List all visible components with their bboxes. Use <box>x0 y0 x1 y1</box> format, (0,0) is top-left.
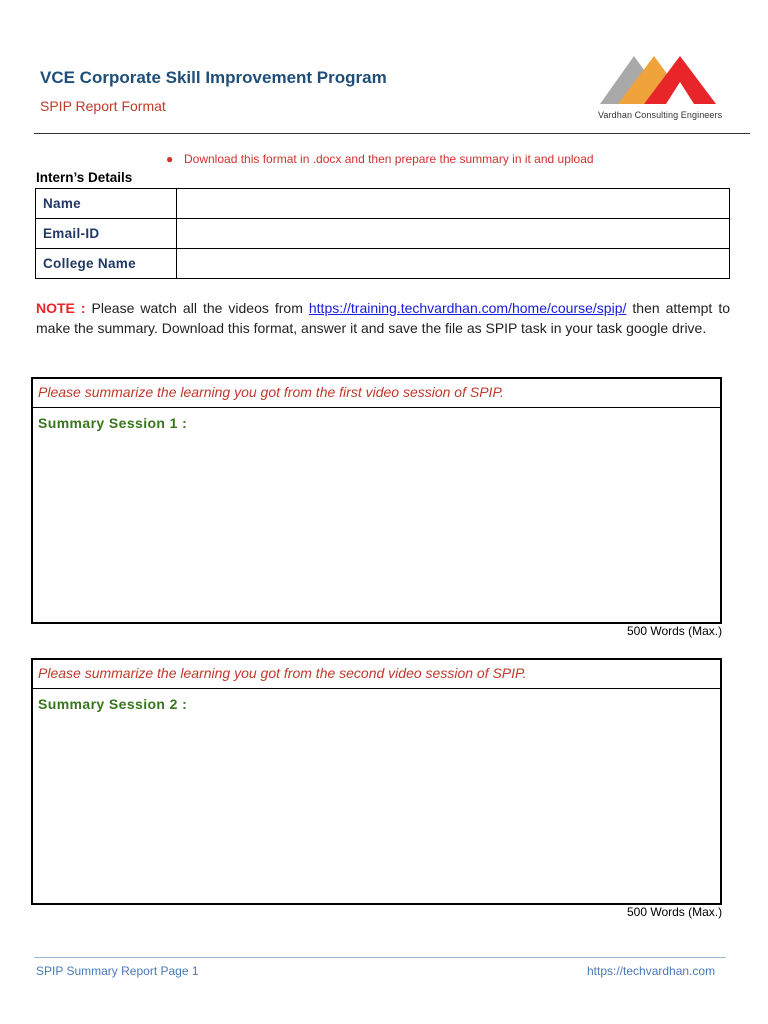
name-field[interactable] <box>177 189 730 219</box>
session-1-label: Summary Session 1 : <box>38 415 188 431</box>
table-row <box>36 219 730 249</box>
footer-divider <box>34 957 726 958</box>
session-1-prompt: Please summarize the learning you got from the first video session of SPIP. <box>33 379 720 408</box>
name-label: Name <box>36 189 177 219</box>
college-name-field[interactable] <box>177 249 730 279</box>
note-text-before: Please watch all the videos from <box>85 300 309 316</box>
note-text-after: then attempt to make the summary. Download this format, answer it and save the file as SPIP task in your task google drive. <box>36 300 730 336</box>
note-label: NOTE : <box>36 300 86 316</box>
instruction-text: Download this format in .docx and then prepare the summary in it and upload <box>184 152 594 166</box>
session-1-word-limit: 500 Words (Max.) <box>627 624 723 638</box>
session-2-prompt: Please summarize the learning you got from the second video session of SPIP. <box>33 660 720 689</box>
email-label: Email-ID <box>36 219 177 249</box>
header-divider <box>34 133 750 134</box>
session-2-box <box>31 658 722 905</box>
table-row <box>36 249 730 279</box>
session-2-word-limit: 500 Words (Max.) <box>627 905 723 919</box>
document-title: VCE Corporate Skill Improvement Program <box>40 68 387 87</box>
footer-website-link[interactable]: https://techvardhan.com <box>587 964 716 978</box>
logo-caption: Vardhan Consulting Engineers <box>598 110 723 120</box>
document-subtitle: SPIP Report Format <box>40 98 166 114</box>
session-2-label: Summary Session 2 : <box>38 696 188 712</box>
instruction-bullet <box>166 152 594 166</box>
session-2-answer-area[interactable] <box>33 714 720 903</box>
college-name-label: College Name <box>36 249 177 279</box>
interns-details-heading: Intern’s Details <box>36 170 133 185</box>
email-field[interactable] <box>177 219 730 249</box>
session-1-box <box>31 377 722 624</box>
bullet-icon: ● <box>166 152 174 166</box>
interns-details-table <box>35 188 730 279</box>
session-1-answer-area[interactable] <box>33 433 720 622</box>
course-link[interactable]: https://training.techvardhan.com/home/course/spip/ <box>308 300 627 316</box>
table-row <box>36 189 730 219</box>
footer-page-label: SPIP Summary Report Page 1 <box>36 964 199 978</box>
note-paragraph <box>36 298 730 338</box>
